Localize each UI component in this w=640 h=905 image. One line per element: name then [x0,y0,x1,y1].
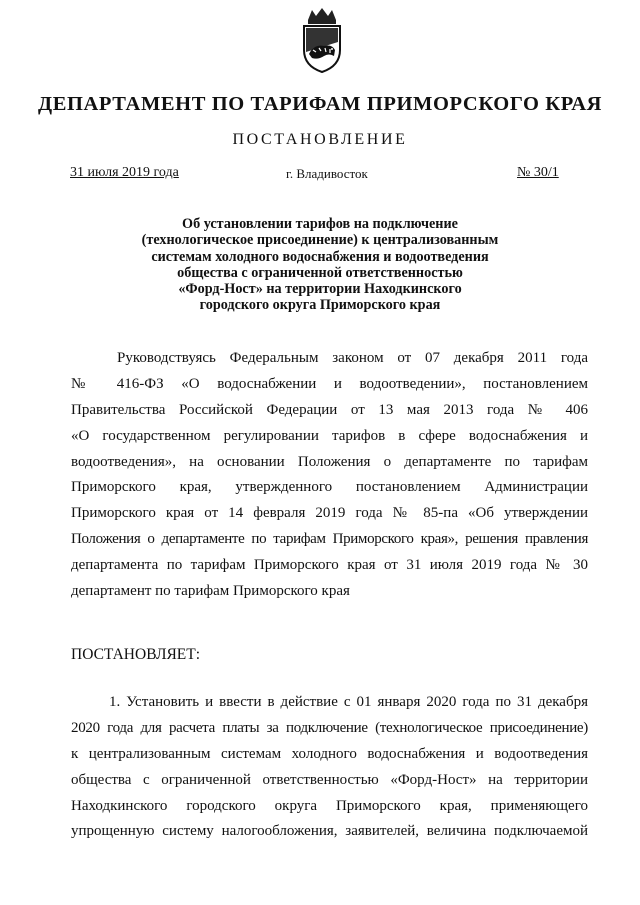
text-line: Правительства Российской Федерации от 13 мая 2013 года № 406 [71,401,588,418]
text-line: упрощенную систему налогообложения, заявителей, величина подключаемой [71,823,588,840]
title-line: Об установлении тарифов на подключение [182,216,458,232]
text-line: Руководствуясь Федеральным законом от 07 декабря 2011 года [117,350,588,366]
resolves-heading: ПОСТАНОВЛЯЕТ: [71,646,201,663]
document-city: г. Владивосток [286,166,368,181]
title-line: городского округа Приморского края [199,297,441,314]
document-date: 31 июля 2019 года [70,165,179,180]
title-line: системам холодного водоснабжения и водоотведения [151,248,489,265]
text-line: департамент по тарифам Приморского края [71,583,350,600]
text-line: Приморского края, утвержденного постановлением Администрации [71,479,588,496]
text-line: «О государственном регулировании тарифов в сфере водоснабжения и [71,427,588,444]
text-line: департамента по тарифам Приморского края от 31 июля 2019 года № 30 [71,557,588,574]
title-line: (технологическое присоединение) к централизованным [141,232,499,249]
text-line: Положения о департаменте по тарифам Приморского края», решения правления [71,531,588,548]
text-line: № 416-ФЗ «О водоснабжении и водоотведении», постановлением [71,375,588,392]
document-title [120,216,520,314]
document-number: № 30/1 [517,165,559,180]
document-type: ПОСТАНОВЛЕНИЕ [232,131,408,148]
preamble-paragraph [71,346,588,605]
text-line: Находкинского городского округа Приморского края, применяющего [71,797,588,814]
title-line: «Форд-Ност» на территории Находкинского [178,281,462,298]
coat-of-arms-icon [296,6,348,76]
title-line: общества с ограниченной ответственностью [177,264,463,281]
text-line: общества с ограниченной ответственностью «Форд-Ност» на территории [71,771,588,788]
department-heading: ДЕПАРТАМЕНТ ПО ТАРИФАМ ПРИМОРСКОГО КРАЯ [37,93,603,115]
text-line: 1. Установить и ввести в действие с 01 января 2020 года по 31 декабря [109,694,588,710]
text-line: водоотведения», на основании Положения о департаменте по тарифам [71,453,588,470]
text-line: 2020 года для расчета платы за подключение (технологическое присоединение) [71,719,588,736]
text-line: Приморского края от 14 февраля 2019 года № 85-па «Об утверждении [71,505,588,522]
item-1-paragraph [71,690,588,845]
text-line: к централизованным системам холодного водоснабжения и водоотведения [71,745,588,762]
